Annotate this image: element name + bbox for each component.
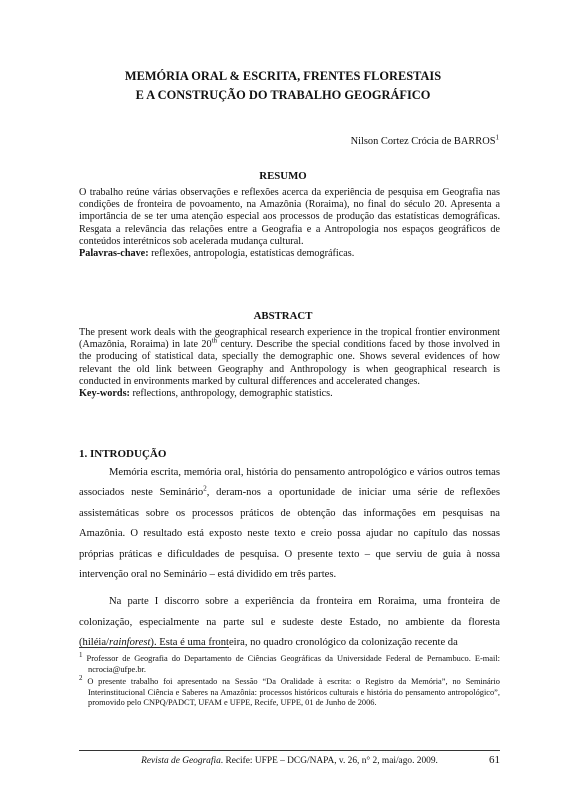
- article-title: [60, 67, 506, 105]
- resumo-block: [79, 187, 500, 260]
- footnote-2-text: O presente trabalho foi apresentado na Sessão “Da Oralidade à escrita: o Registro da Memória”, no Seminário Interinstitucional Ciência e Saberes na Amazônia: processos históricos culturais e história do pensamento antropológico”, promovido pelo CNPQ/PADCT, UFAM e UFPE, Recife, UFPE, 01 de Junho de 2006.: [82, 677, 500, 708]
- footnote-2-marker: 2: [203, 484, 207, 493]
- author-name: Nilson Cortez Crócia de BARROS: [350, 136, 496, 147]
- title-line-1: MEMÓRIA ORAL & ESCRITA, FRENTES FLORESTAIS: [124, 69, 442, 83]
- intro-paragraph-2: [79, 592, 500, 653]
- intro-p1-text-cont: , deram-nos a oportunidade de iniciar uma série de reflexões assistemáticas sobre os processos práticos de obtenção das informações em pesquisas na Amazônia. O resultado está exposto neste texto e creio possa ajudar no capítulo das nossas próprias práticas e dificuldades de pesquisa. O presente texto – que serviu de guia à nossa intervenção oral no Seminário – está dividido em três partes.: [79, 487, 500, 581]
- footnote-1-number: 1: [79, 651, 83, 660]
- footnote-separator: [79, 647, 229, 648]
- palavras-chave-text: reflexões, antropologia, estatísticas demográficas.: [148, 248, 355, 260]
- footnote-1: [79, 651, 500, 675]
- abstract-text-part2: century. Describe the special conditions faced by those involved in the producing of statistical data, specially the demographic one. Shows several evidences of how relevant the old link between Geography and Anthropology is when geographical research is conducted in environments marked by cultural differences and accelerated changes.: [79, 339, 500, 387]
- intro-p2-italic: rainforest: [109, 637, 151, 649]
- resumo-heading: RESUMO: [259, 170, 307, 182]
- running-footer: [79, 756, 500, 766]
- intro-paragraph-1: [79, 463, 500, 585]
- footnotes: [79, 651, 500, 711]
- intro-p2-text: Na parte I discorro sobre a experiência da fronteira em Roraima, uma fronteira de colonização, especialmente na parte sul e sudeste deste Estado, no ambiente da floresta (hiléia/: [79, 596, 500, 649]
- author-footnote-marker: 1: [495, 133, 499, 142]
- abstract-superscript: th: [211, 336, 218, 345]
- footnote-2-number: 2: [79, 674, 83, 683]
- footnote-1-text: Professor de Geografia do Departamento de Ciências Geográficas da Universidade Federal de Pernambuco. E-mail: ncrocia@ufpe.br.: [82, 654, 500, 674]
- keywords-text: reflections, anthropology, demographic statistics.: [129, 388, 333, 400]
- keywords-label: Key-words:: [79, 388, 130, 400]
- intro-body: [79, 463, 500, 654]
- author-line: [350, 133, 499, 147]
- footer-separator: [79, 750, 500, 751]
- footnote-2: [79, 674, 500, 709]
- intro-p2-text-cont: ). Esta é uma fronteira, no quadro cronológico da colonização recente da: [150, 637, 458, 649]
- abstract-text-part1: The present work deals with the geographical research experience in the tropical frontier environment (Amazônia, Roraima) in late 20: [79, 327, 500, 351]
- journal-name: Revista de Geografia: [141, 756, 221, 766]
- abstract-heading: ABSTRACT: [253, 310, 313, 322]
- page-number: 61: [489, 754, 500, 766]
- palavras-chave-label: Palavras-chave:: [79, 248, 149, 260]
- intro-heading: 1. INTRODUÇÃO: [79, 448, 167, 460]
- title-line-2: E A CONSTRUÇÃO DO TRABALHO GEOGRÁFICO: [135, 88, 431, 102]
- journal-citation: . Recife: UFPE – DCG/NAPA, v. 26, n° 2, mai/ago. 2009.: [220, 756, 438, 766]
- intro-p1-text: Memória escrita, memória oral, história do pensamento antropológico e vários outros temas associados neste Seminário: [79, 467, 500, 499]
- abstract-block: [79, 327, 500, 400]
- resumo-text: O trabalho reúne várias observações e reflexões acerca da experiência de pesquisa em Geografia nas condições de fronteira de povoamento, na Amazônia (Roraima), no final do século 20. Apresenta a importância de se ter uma atenção especial aos processos de produção das estatísticas demográficas. Resgata a relevância das relações entre a Geografia e a Antropologia nos espaços geográficos de conteúdos interétnicos sob acelerada mudança cultural.: [79, 187, 500, 247]
